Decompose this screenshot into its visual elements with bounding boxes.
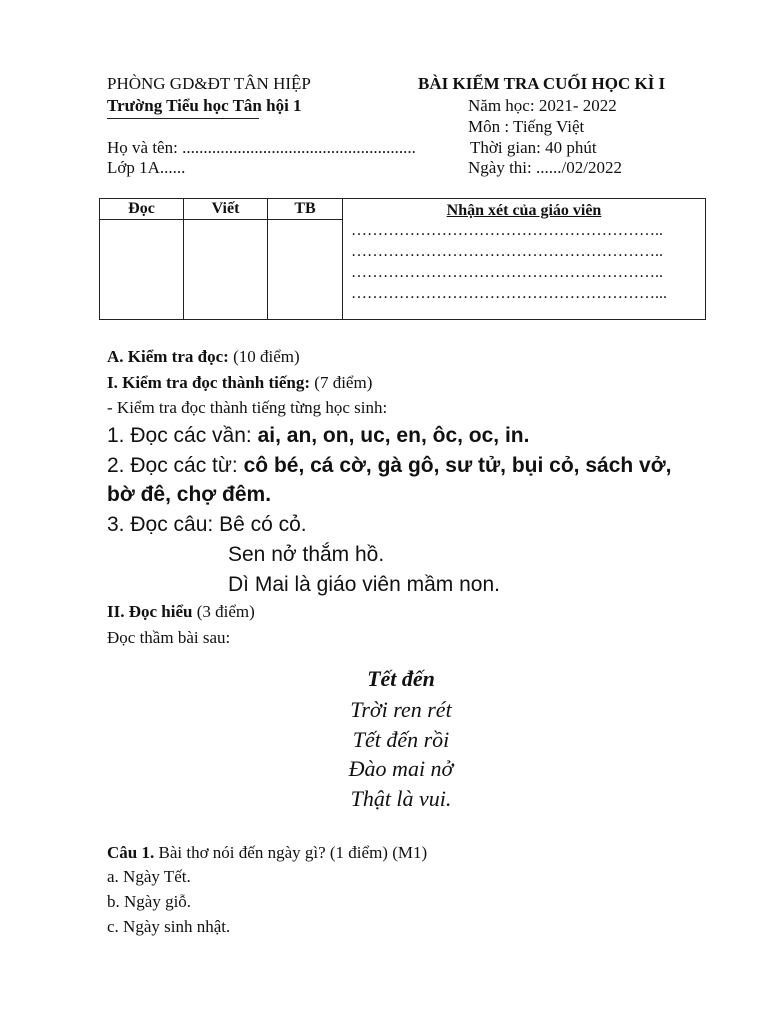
section-a-title: A. Kiểm tra đọc: [107,347,229,366]
teacher-comment-cell [343,199,706,320]
part-1-points: (7 điểm) [310,373,373,392]
school-underline [107,118,259,119]
section-a-heading [107,346,300,368]
item-3-sentence: Bê có cỏ. [219,513,307,536]
item-3-sentence: Dì Mai là giáo viên mầm non. [228,573,500,596]
part-1-instruction: - Kiểm tra đọc thành tiếng từng học sinh: [107,398,388,417]
part-1-title: I. Kiểm tra đọc thành tiếng: [107,373,311,392]
department-name: PHÒNG GD&ĐT TÂN HIỆP [107,74,311,93]
poem-title: Tết đến [367,666,435,691]
part-2-points: (3 điểm) [192,602,255,621]
item-2-label: 2. Đọc các từ: [107,454,244,477]
item-1-label: 1. Đọc các vần: [107,424,258,447]
exam-date: Ngày thi: ....../02/2022 [468,158,622,177]
score-cell-read [100,220,184,320]
item-2-content-line1: cô bé, cá cờ, gà gô, sư tử, bụi cỏ, sách vở, [243,454,672,477]
score-cell-average [268,220,343,320]
teacher-comment-header: Nhận xét của giáo viên [446,202,602,219]
answer-option-a: a. Ngày Tết. [107,867,191,886]
item-3-label: 3. Đọc câu: [107,513,220,536]
answer-option-c: c. Ngày sinh nhật. [107,917,231,936]
duration: Thời gian: 40 phút [470,138,597,157]
school-name: Trường Tiểu học Tân hội 1 [107,96,302,115]
comment-line: ………………………………………………….. [351,222,663,239]
item-2-content-line2: bờ đê, chợ đêm. [107,483,272,506]
reading-item-2-cont [107,480,271,510]
question-1-text: Bài thơ nói đến ngày gì? (1 điểm) (M1) [154,843,428,862]
question-1-label: Câu 1. [107,843,155,862]
score-cell-write [184,220,268,320]
poem-line: Đào mai nở [348,756,454,781]
exam-title: BÀI KIỂM TRA CUỐI HỌC KÌ I [418,74,666,93]
part-2-title: II. Đọc hiểu [107,602,193,621]
poem-line: Tết đến rồi [352,727,450,752]
reading-item-2 [107,451,672,481]
question-1 [107,842,427,864]
poem-line: Thật là vui. [350,786,452,811]
answer-option-b: b. Ngày giỗ. [107,892,192,911]
comment-line: ………………………………………………….. [351,264,663,281]
section-a-points: (10 điểm) [228,347,300,366]
score-header-average: TB [268,199,343,220]
subject: Môn : Tiếng Việt [468,117,585,136]
poem-line: Trời ren rét [350,697,452,722]
item-1-content: ai, an, on, uc, en, ôc, oc, in. [257,424,530,447]
part-2-heading [107,601,255,623]
item-3-sentence: Sen nở thắm hồ. [228,543,385,566]
reading-item-3 [107,510,307,540]
score-header-read: Đọc [100,199,184,220]
school-year: Năm học: 2021- 2022 [468,96,617,115]
class-field: Lớp 1A...... [107,158,186,177]
comment-line: ………………………………………………….. [351,243,663,260]
reading-item-1 [107,421,529,451]
score-header-write: Viết [184,199,268,220]
score-table [99,198,706,320]
part-1-heading [107,372,372,394]
student-name-field: Họ và tên: ....................................................... [107,138,416,157]
part-2-instruction: Đọc thầm bài sau: [107,628,231,647]
comment-line: …………………………………………………... [351,285,667,302]
